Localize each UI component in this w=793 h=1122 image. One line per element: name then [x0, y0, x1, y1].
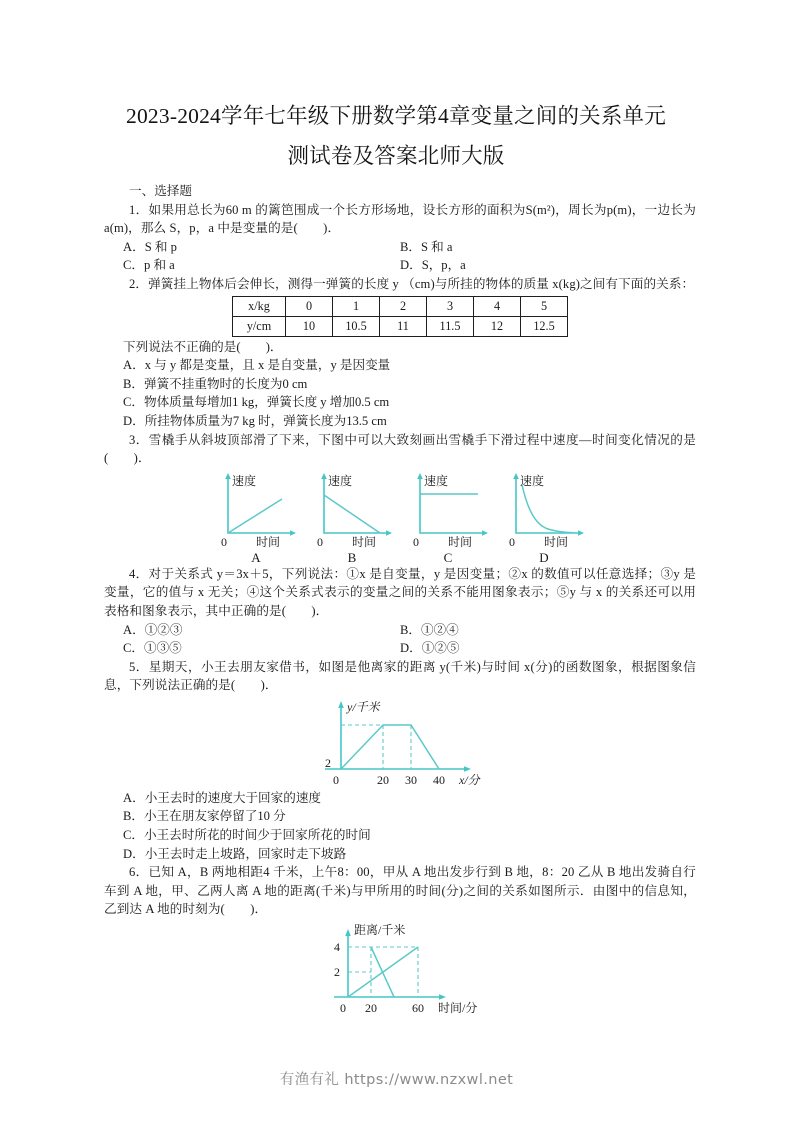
x-tick-40: 40 [433, 772, 445, 787]
question-1-option-a[interactable]: A．S 和 p [123, 239, 177, 254]
x-axis-arrow-icon [482, 530, 488, 536]
spring-data-table [232, 296, 568, 337]
spring-table-wrap [104, 296, 696, 337]
series-yi-line [371, 947, 394, 997]
x-axis-arrow-icon [290, 530, 296, 536]
origin-label: 0 [317, 534, 323, 549]
x-axis-label: 时间 [352, 534, 377, 549]
chart-q3-d [500, 471, 588, 549]
table-cell: 12 [474, 316, 521, 336]
document-body [104, 182, 696, 1017]
question-4-stem: 4．对于关系式 y＝3x＋5，下列说法：①x 是自变量，y 是因变量；②x 的数值可以任意选择；③y 是变量，它的值与 x 无关；④这个关系式表示的变量之间的关系不能用图象表示；⑤y 与 x 的关系还可以用表格和图象表示，其中正确的是( )． [104, 566, 696, 618]
y-axis-arrow-icon [321, 473, 327, 479]
question-2-prompt: 下列说法不正确的是( )． [123, 339, 283, 354]
origin-label: 0 [413, 534, 419, 549]
table-cell: 10 [286, 316, 333, 336]
data-line [228, 499, 282, 533]
question-1-stem: 1．如果用总长为60 m 的篱笆围成一个长方形场地，设长方形的面积为S(m²)，周长为p(m)，一边长为a(m)，那么 S，p，a 中是变量的是( )． [104, 202, 696, 236]
question-5-stem: 5．星期天，小王去朋友家借书，如图是他离家的距离 y(千米)与时间 x(分)的函数图象，根据图象信息，下列说法正确的是( )． [104, 659, 696, 693]
table-row-header: y/cm [233, 316, 286, 336]
table-row [233, 296, 568, 316]
page-title-line1: 2023-2024学年七年级下册数学第4章变量之间的关系单元 [126, 104, 666, 128]
table-row [233, 316, 568, 336]
origin-label: 0 [333, 772, 339, 787]
question-1-options-row-1 [104, 238, 696, 257]
question-3-graph-d-label: D [539, 549, 549, 565]
question-3-graph-c [404, 471, 492, 565]
x-axis-label: 时间/分 [438, 1001, 478, 1016]
question-4-option-d[interactable]: D．①②⑤ [400, 641, 460, 656]
question-2-stem: 2．弹簧挂上物体后会伸长，测得一弹簧的长度 y （cm)与所挂的物体的质量 x(kg)之间有下面的关系： [129, 276, 695, 291]
x-axis-arrow-icon [464, 766, 471, 772]
question-3-graph-b [308, 471, 396, 565]
y-axis-arrow-icon [225, 473, 231, 479]
x-axis-label: 时间 [448, 534, 473, 549]
x-tick-30: 30 [405, 772, 417, 787]
x-tick-60: 60 [412, 1001, 424, 1016]
table-cell: 1 [333, 296, 380, 316]
y-axis-label: 速度 [328, 473, 353, 488]
chart-q3-a [212, 471, 300, 549]
y-tick-4: 4 [334, 940, 340, 955]
question-4-option-b[interactable]: B．①②④ [400, 622, 459, 637]
question-2-option-a[interactable]: A．x 与 y 都是变量，且 x 是自变量，y 是因变量 [123, 358, 391, 373]
question-6-figure [104, 921, 696, 1017]
y-tick-2: 2 [325, 755, 331, 770]
x-axis-label: 时间 [256, 534, 281, 549]
origin-label: 0 [340, 1001, 346, 1016]
y-axis-arrow-icon [345, 929, 351, 936]
chart-q5-distance-time [295, 697, 505, 789]
y-axis-arrow-icon [338, 701, 344, 708]
x-axis-arrow-icon [439, 994, 446, 1000]
question-5-option-d[interactable]: D．小王去时走上坡路，回家时走下坡路 [123, 846, 347, 861]
question-2-option-d[interactable]: D．所挂物体质量为7 kg 时，弹簧长度为13.5 cm [123, 413, 387, 428]
y-axis-label: 速度 [424, 473, 449, 488]
data-polyline [341, 725, 439, 769]
chart-q3-c [404, 471, 492, 549]
question-3-graph-b-label: B [347, 549, 357, 565]
x-axis-label: 时间 [544, 534, 569, 549]
y-axis-arrow-icon [513, 473, 519, 479]
origin-label: 0 [509, 534, 515, 549]
footer-watermark: 有渔有礼 https://www.nzxwl.net [279, 1072, 514, 1088]
question-1-option-c[interactable]: C．p 和 a [123, 258, 175, 273]
x-tick-20: 20 [377, 772, 389, 787]
section-heading: 一、选择题 [129, 184, 192, 198]
chart-q6-distance-time [300, 921, 500, 1017]
table-cell: 0 [286, 296, 333, 316]
data-curve [522, 485, 574, 533]
y-axis-label: 速度 [520, 473, 545, 488]
x-axis-arrow-icon [578, 530, 584, 536]
table-cell: 11 [380, 316, 427, 336]
question-2-option-c[interactable]: C．物体质量每增加1 kg，弹簧长度 y 增加0.5 cm [123, 395, 390, 410]
table-cell: 5 [521, 296, 568, 316]
table-cell: 10.5 [333, 316, 380, 336]
question-4-options-row-1 [104, 621, 696, 640]
page-title-line2: 测试卷及答案北师大版 [287, 144, 505, 168]
question-3-graph-a-label: A [251, 549, 261, 565]
y-axis-label: 距离/千米 [354, 923, 406, 938]
question-5-option-b[interactable]: B．小王在朋友家停留了10 分 [123, 809, 286, 824]
y-axis-label: y/千米 [347, 699, 380, 714]
question-3-graph-a [212, 471, 300, 565]
y-axis-arrow-icon [417, 473, 423, 479]
y-tick-2: 2 [334, 965, 340, 980]
table-row-header: x/kg [233, 296, 286, 316]
question-5-option-c[interactable]: C．小王去时所花的时间少于回家所花的时间 [123, 828, 371, 843]
question-4-options-row-2 [104, 639, 696, 658]
table-cell: 12.5 [521, 316, 568, 336]
x-axis-label: x/分 [459, 772, 480, 787]
table-cell: 11.5 [427, 316, 474, 336]
data-line [324, 495, 380, 533]
question-1-option-d[interactable]: D．S，p，a [400, 258, 466, 273]
question-4-option-c[interactable]: C．①③⑤ [123, 641, 182, 656]
chart-q3-b [308, 471, 396, 549]
question-2-option-b[interactable]: B．弹簧不挂重物时的长度为0 cm [123, 376, 308, 391]
question-3-stem: 3．雪橇手从斜坡顶部滑了下来，下图中可以大致刻画出雪橇手下滑过程中速度—时间变化情况的是( )． [104, 432, 696, 466]
question-5-option-a[interactable]: A．小王去时的速度大于回家的速度 [123, 790, 322, 805]
origin-label: 0 [221, 534, 227, 549]
question-4-option-a[interactable]: A．①②③ [123, 622, 183, 637]
question-3-graphs [104, 471, 696, 565]
question-1-option-b[interactable]: B．S 和 a [400, 239, 453, 254]
y-axis-label: 速度 [232, 473, 257, 488]
page-title [96, 96, 696, 176]
question-1-options-row-2 [104, 256, 696, 275]
question-3-graph-d [500, 471, 588, 565]
table-cell: 2 [380, 296, 427, 316]
x-axis-arrow-icon [386, 530, 392, 536]
question-6-stem: 6．已知 A，B 两地相距4 千米，上午8：00，甲从 A 地出发步行到 B 地，8：20 乙从 B 地出发骑自行车到 A 地，甲、乙两人离 A 地的距离(千米)与甲所用的时间(分)之间的关系如图所示．由图中的信息知，乙到达 A 地的时刻为( )． [104, 865, 696, 917]
question-5-figure [104, 697, 696, 789]
table-cell: 3 [427, 296, 474, 316]
question-3-graph-c-label: C [443, 549, 453, 565]
table-cell: 4 [474, 296, 521, 316]
x-tick-20: 20 [365, 1001, 377, 1016]
